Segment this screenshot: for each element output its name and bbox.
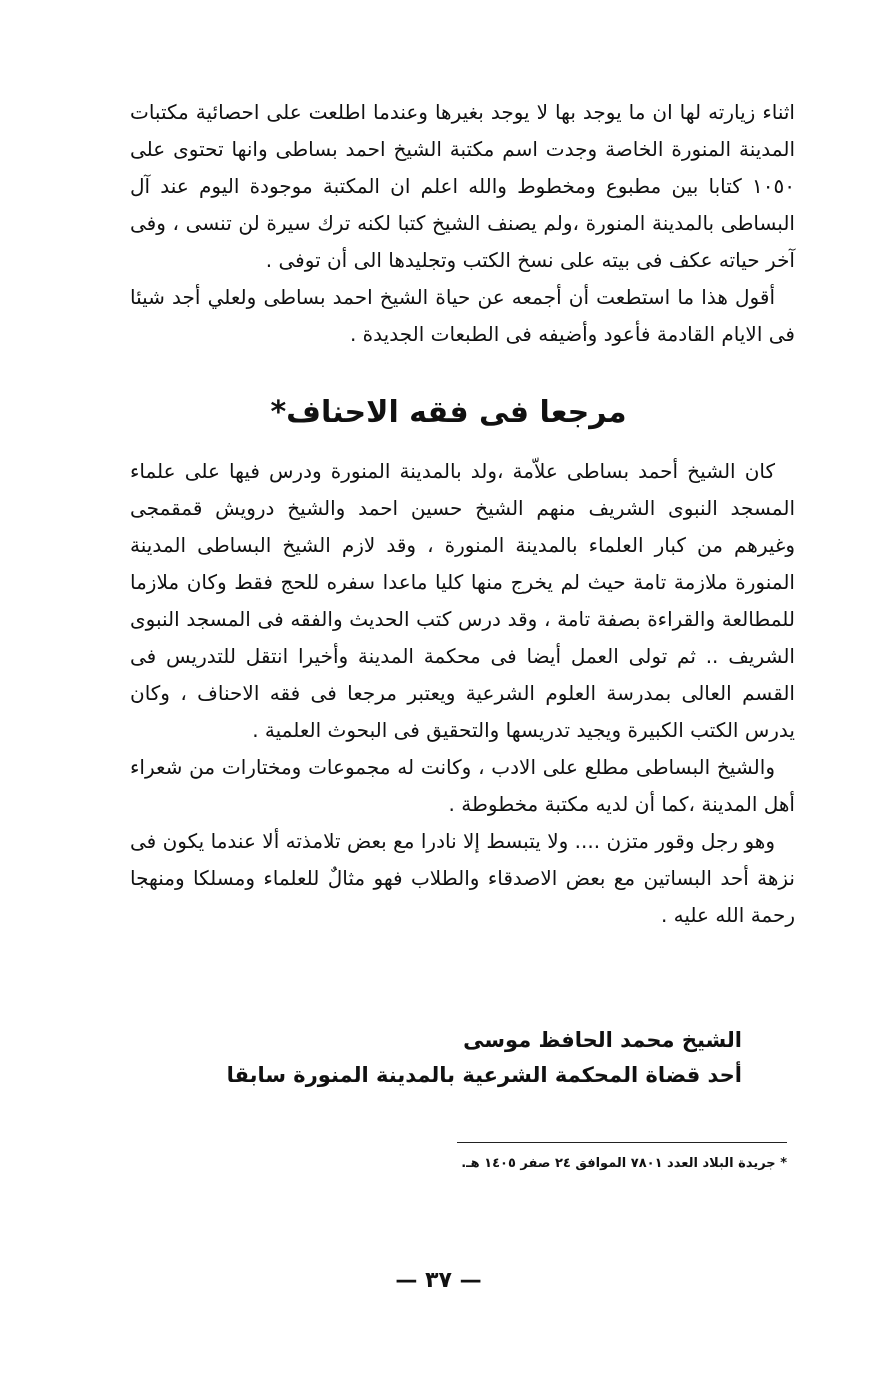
signature-title: أحد قضاة المحكمة الشرعية بالمدينة المنورة سابقا [226,1063,742,1087]
section-paragraph-1: كان الشيخ أحمد بساطى علاّمة ،ولد بالمدينة المنورة ودرس فيها على علماء المسجد النبوى الشريف منهم الشيخ حسين احمد والشيخ درويش قمقمجى وغيرهم من كبار العلماء بالمدينة المنورة ، وقد لازم الشيخ البساطى المدينة المنورة ملازمة تامة حيث لم يخرج منها كليا ماعدا سفره للحج فقط وكان ملازما للمطالعة والقراءة بصفة تامة ، وقد درس كتب الحديث والفقه فى المسجد النبوى الشريف .. ثم تولى العمل أيضا فى محكمة المدينة وأخيرا انتقل للتدريس فى القسم العالى بمدرسة العلوم الشرعية ويعتبر مرجعا فى فقه الاحناف ، وكان يدرس الكتب الكبيرة ويجيد تدريسها والتحقيق فى البحوث العلمية . [130,459,795,742]
signature-name: الشيخ محمد الحافظ موسى [463,1028,742,1052]
intro-paragraph-2: أقول هذا ما استطعت أن أجمعه عن حياة الشيخ احمد بساطى ولعلي أجد شيئا فى الايام القادمة فأعود وأضيفه فى الطبعات الجديدة . [130,285,795,346]
section-body [130,453,795,934]
page-number: — ٣٧ — [395,1268,482,1293]
section-paragraph-3: وهو رجل وقور متزن .... ولا يتبسط إلا نادرا مع بعض تلامذته ألا عندما يكون فى نزهة أحد البساتين مع بعض الاصدقاء والطلاب فهو مثالٌ للعلماء ومسلكا ومنهجا رحمة الله عليه . [130,829,795,927]
section-paragraph-2: والشيخ البساطى مطلع على الادب ، وكانت له مجموعات ومختارات من شعراء أهل المدينة ،كما أن لديه مكتبة مخطوطة . [130,755,795,816]
intro-text [130,94,795,353]
footnote-divider [457,1142,787,1143]
footnote: * جريدة البلاد العدد ٧٨٠١ الموافق ٢٤ صفر ١٤٠٥ هـ. [461,1156,787,1171]
intro-paragraph-1: اثناء زيارته لها ان ما يوجد بها لا يوجد بغيرها وعندما اطلعت على احصائية مكتبات المدينة المنورة الخاصة وجدت اسم مكتبة الشيخ احمد بساطى وانها تحتوى على ١٠٥٠ كتابا بين مطبوع ومخطوط والله اعلم ان المكتبة موجودة اليوم عند آل البساطى بالمدينة المنورة ،ولم يصنف الشيخ كتبا لكنه ترك سيرة لن تنسى ، وفى آخر حياته عكف فى بيته على نسخ الكتب وتجليدها الى أن توفى . [130,100,795,272]
section-heading: مرجعا فى فقه الاحناف* [270,395,627,430]
